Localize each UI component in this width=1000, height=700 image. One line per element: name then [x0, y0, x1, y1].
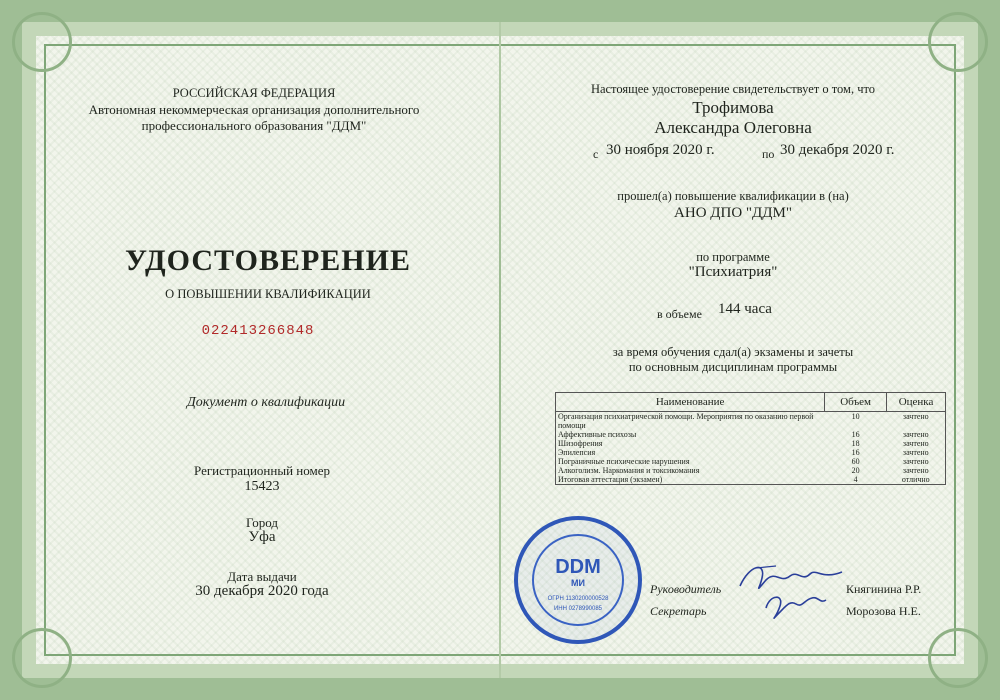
header-volume: Объем	[825, 393, 887, 412]
corner-ornament-top-left	[12, 12, 72, 72]
registration-label: Регистрационный номер	[194, 463, 330, 478]
center-fold	[499, 22, 501, 678]
table-row	[556, 430, 946, 439]
organization-line-2: профессионального образования "ДДМ"	[141, 118, 367, 133]
discipline-volume: 18	[851, 439, 860, 448]
holder-surname: Трофимова	[692, 98, 774, 117]
document-title: УДОСТОВЕРЕНИЕ	[125, 244, 411, 277]
header-name: Наименование	[556, 393, 825, 412]
discipline-grade: зачтено	[887, 412, 946, 431]
table-row	[556, 475, 946, 485]
table-row	[556, 412, 946, 431]
header-grade: Оценка	[887, 393, 946, 412]
issue-date: 30 декабря 2020 года	[195, 583, 329, 599]
discipline-volume: 16	[851, 448, 860, 457]
head-role-label: Руководитель	[650, 582, 722, 596]
document-subtitle: О ПОВЫШЕНИИ КВАЛИФИКАЦИИ	[165, 287, 371, 301]
table-header-row	[556, 393, 946, 412]
table-row	[556, 466, 946, 475]
issue-date-label: Дата выдачи	[227, 569, 297, 584]
discipline-volume: 20	[851, 466, 860, 475]
discipline-name: Организация психиатрической помощи. Мероприятия по оказанию первой помощи	[556, 412, 825, 431]
city-value: Уфа	[248, 529, 276, 545]
document-type: Документ о квалификации	[186, 395, 346, 410]
head-name: Княгинина Р.Р.	[846, 582, 922, 596]
secretary-role-label: Секретарь	[650, 604, 707, 618]
corner-ornament-bottom-left	[12, 628, 72, 688]
discipline-grade: зачтено	[887, 448, 946, 457]
exams-text-line-1: за время обучения сдал(а) экзамены и зачеты	[612, 345, 854, 359]
discipline-name: Итоговая аттестация (экзамен)	[556, 475, 825, 485]
discipline-name: Эпилепсия	[556, 448, 825, 457]
registration-number: 15423	[244, 479, 280, 494]
stamp-logo: DDM	[555, 556, 601, 578]
discipline-grade: зачтено	[887, 430, 946, 439]
stamp-sub: МИ	[571, 578, 585, 588]
organization-line-1: Автономная некоммерческая организация дополнительного	[88, 102, 420, 117]
discipline-name: Шизофрения	[556, 439, 825, 448]
discipline-grade: зачтено	[887, 439, 946, 448]
to-label: по	[762, 147, 775, 161]
volume-label: в объеме	[657, 307, 702, 321]
country-name: РОССИЙСКАЯ ФЕДЕРАЦИЯ	[172, 86, 336, 100]
from-label: с	[593, 147, 599, 161]
stamp-inn: ИНН 0278990085	[553, 606, 602, 612]
holder-given-names: Александра Олеговна	[654, 118, 812, 137]
city-label: Город	[245, 515, 279, 530]
table-row	[556, 448, 946, 457]
corner-ornament-bottom-right	[928, 628, 988, 688]
from-date: 30 ноября 2020 г.	[606, 142, 715, 158]
discipline-volume: 10	[851, 412, 860, 421]
discipline-volume: 16	[851, 430, 860, 439]
discipline-volume: 4	[825, 475, 887, 485]
organization-stamp	[514, 516, 642, 644]
certificate-intro: Настоящее удостоверение свидетельствует о том, что	[590, 82, 876, 96]
program-label: по программе	[696, 250, 770, 264]
discipline-name: Пограничные психические нарушения	[556, 457, 825, 466]
passed-training-text: прошел(а) повышение квалификации в (на)	[617, 189, 849, 203]
stamp-ogrn: ОГРН 1130200000528	[547, 596, 609, 602]
disciplines-table	[555, 392, 946, 485]
table-row	[556, 439, 946, 448]
discipline-volume: 60	[851, 457, 860, 466]
volume-value: 144 часа	[718, 301, 772, 317]
corner-ornament-top-right	[928, 12, 988, 72]
institution-name: АНО ДПО "ДДМ"	[674, 205, 792, 221]
serial-number: 022413266848	[201, 323, 315, 339]
secretary-signature	[760, 588, 830, 624]
program-name: "Психиатрия"	[688, 264, 778, 280]
discipline-name: Алкоголизм. Наркомания и токсикомания	[556, 466, 825, 475]
exams-text-line-2: по основным дисциплинам программы	[628, 360, 838, 374]
to-date: 30 декабря 2020 г.	[780, 142, 895, 158]
discipline-grade: отлично	[887, 475, 946, 485]
discipline-grade: зачтено	[887, 457, 946, 466]
secretary-name: Морозова Н.Е.	[846, 604, 921, 618]
table-row	[556, 457, 946, 466]
discipline-name: Аффективные психозы	[556, 430, 825, 439]
discipline-grade: зачтено	[887, 466, 946, 475]
